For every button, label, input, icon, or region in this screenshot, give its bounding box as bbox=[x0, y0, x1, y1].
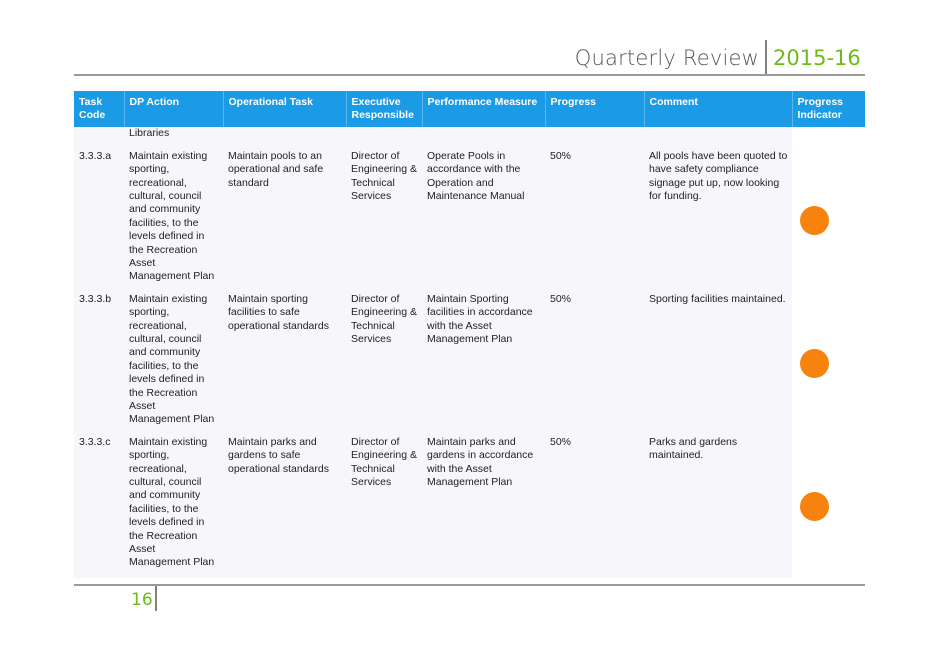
table-row bbox=[74, 292, 865, 435]
task-code-cell: 3.3.3.c bbox=[74, 435, 124, 578]
footer-rule bbox=[74, 584, 865, 586]
table-header-row bbox=[74, 91, 865, 127]
dp-action-cell: Maintain existing sporting, recreational, cultural, council and community facilities, to the levels defined in the Recreation Asset Management Plan bbox=[124, 292, 223, 435]
dp-action-cell: Maintain existing sporting, recreational, cultural, council and community facilities, to the levels defined in the Recreation Asset Management Plan bbox=[124, 435, 223, 578]
progress-indicator-cell bbox=[792, 435, 865, 578]
performance-measure-cell: Maintain parks and gardens in accordance with the Asset Management Plan bbox=[422, 435, 545, 578]
column-header-executive-responsible: Executive Responsible bbox=[346, 91, 422, 127]
executive-cell: Director of Engineering & Technical Services bbox=[346, 435, 422, 578]
comment-cell: Sporting facilities maintained. bbox=[644, 292, 792, 435]
report-title: Quarterly Review bbox=[574, 46, 759, 70]
operational-task-cell: Maintain sporting facilities to safe operational standards bbox=[223, 292, 346, 435]
executive-cell: Director of Engineering & Technical Services bbox=[346, 149, 422, 292]
table-cell bbox=[545, 127, 644, 149]
progress-cell: 50% bbox=[545, 435, 644, 578]
review-table bbox=[74, 91, 865, 578]
performance-measure-cell: Maintain Sporting facilities in accordance with the Asset Management Plan bbox=[422, 292, 545, 435]
table-row bbox=[74, 435, 865, 578]
progress-indicator-dot bbox=[800, 349, 829, 378]
table-cell bbox=[346, 127, 422, 149]
header-rule bbox=[74, 74, 865, 76]
dp-action-cell: Maintain existing sporting, recreational, cultural, council and community facilities, to the levels defined in the Recreation Asset Management Plan bbox=[124, 149, 223, 292]
column-header-comment: Comment bbox=[644, 91, 792, 127]
task-code-cell: 3.3.3.a bbox=[74, 149, 124, 292]
table-cell bbox=[792, 127, 865, 149]
table-cell bbox=[223, 127, 346, 149]
continuation-text: Libraries bbox=[124, 127, 223, 149]
continuation-row bbox=[74, 127, 865, 149]
table-cell bbox=[422, 127, 545, 149]
column-header-progress-indicator: Progress Indicator bbox=[792, 91, 865, 127]
table-cell bbox=[644, 127, 792, 149]
column-header-task-code: Task Code bbox=[74, 91, 124, 127]
operational-task-cell: Maintain pools to an operational and safe standard bbox=[223, 149, 346, 292]
progress-cell: 50% bbox=[545, 292, 644, 435]
progress-indicator-cell bbox=[792, 292, 865, 435]
column-header-progress: Progress bbox=[545, 91, 644, 127]
column-header-performance-measure: Performance Measure bbox=[422, 91, 545, 127]
table-row bbox=[74, 149, 865, 292]
page-number: 16 bbox=[131, 590, 153, 610]
comment-cell: All pools have been quoted to have safety compliance signage put up, now looking for funding. bbox=[644, 149, 792, 292]
performance-measure-cell: Operate Pools in accordance with the Operation and Maintenance Manual bbox=[422, 149, 545, 292]
column-header-dp-action: DP Action bbox=[124, 91, 223, 127]
header-divider bbox=[765, 40, 767, 75]
report-year: 2015-16 bbox=[773, 46, 861, 70]
operational-task-cell: Maintain parks and gardens to safe operational standards bbox=[223, 435, 346, 578]
progress-indicator-dot bbox=[800, 206, 829, 235]
progress-cell: 50% bbox=[545, 149, 644, 292]
comment-cell: Parks and gardens maintained. bbox=[644, 435, 792, 578]
review-table-container bbox=[74, 91, 865, 578]
table-cell bbox=[74, 127, 124, 149]
progress-indicator-dot bbox=[800, 492, 829, 521]
footer-divider bbox=[155, 586, 157, 611]
task-code-cell: 3.3.3.b bbox=[74, 292, 124, 435]
executive-cell: Director of Engineering & Technical Services bbox=[346, 292, 422, 435]
progress-indicator-cell bbox=[792, 149, 865, 292]
column-header-operational-task: Operational Task bbox=[223, 91, 346, 127]
